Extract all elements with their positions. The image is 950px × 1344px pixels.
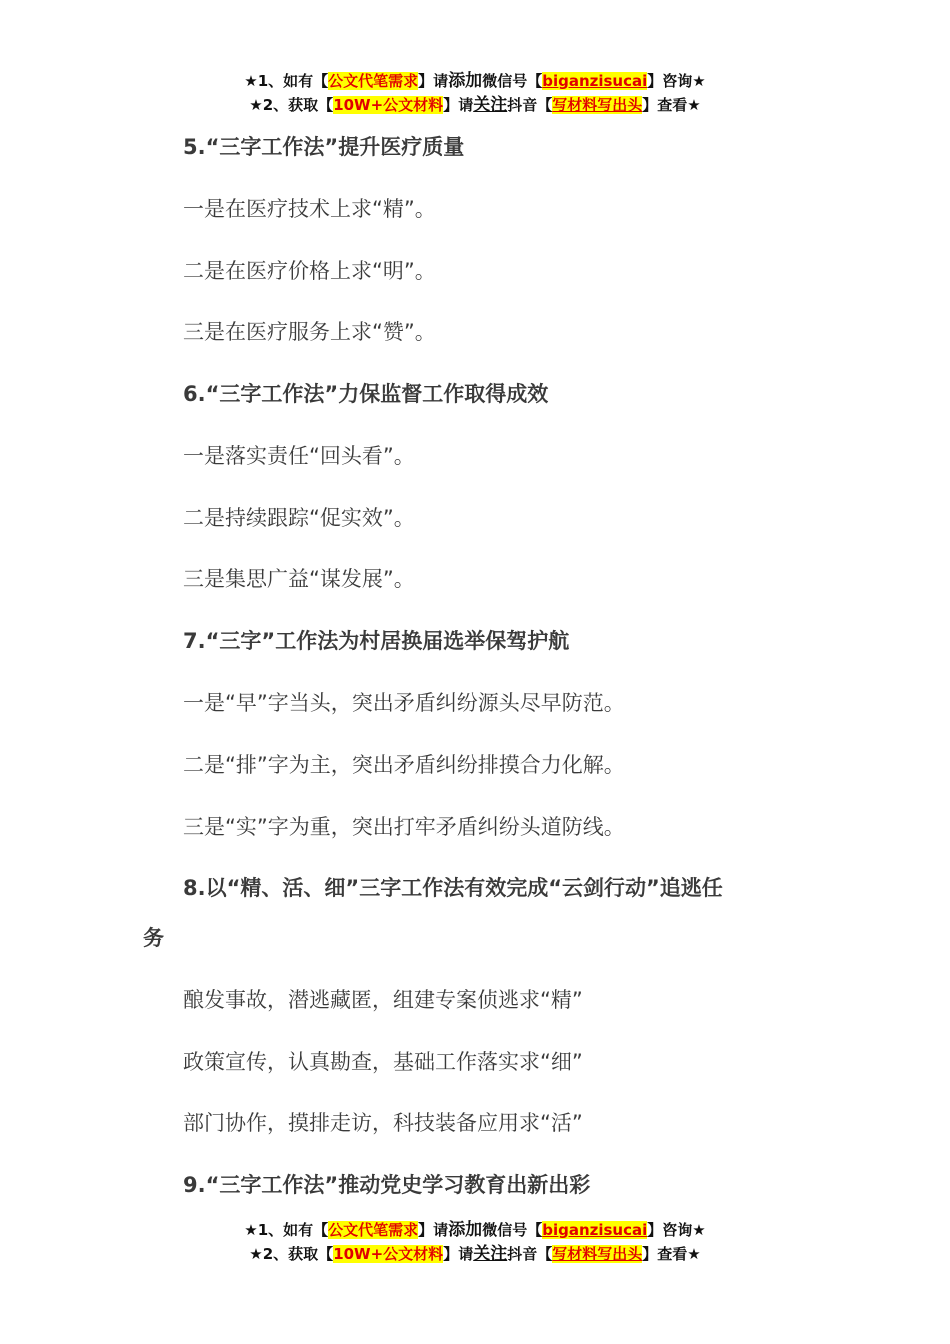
paragraph: 二是持续跟踪“促实效”。 xyxy=(183,506,415,530)
paragraph: 三是“实”字为重，突出打牢矛盾纠纷头道防线。 xyxy=(183,815,625,839)
paragraph: 一是落实责任“回头看”。 xyxy=(183,444,415,468)
paragraph: 二是“排”字为主，突出矛盾纠纷排摸合力化解。 xyxy=(183,753,625,777)
section-heading-9: 9.“三字工作法”推动党史学习教育出新出彩 xyxy=(183,1173,591,1197)
douyin-account: 写材料写出头 xyxy=(552,96,643,114)
paragraph: 政策宣传，认真勘查，基础工作落实求“细” xyxy=(183,1050,583,1074)
paragraph: 三是集思广益“谋发展”。 xyxy=(183,567,415,591)
top-ad-banner xyxy=(0,69,950,117)
banner-line-1: ★1、如有【公文代笔需求】请添加微信号【biganzisucai】咨询★ xyxy=(244,1220,706,1240)
paragraph: 二是在医疗价格上求“明”。 xyxy=(183,259,436,283)
materials-highlight: 10W+公文材料 xyxy=(333,1245,444,1263)
section-heading-8: 8.以“精、活、细”三字工作法有效完成“云剑行动”追逃任 xyxy=(183,876,723,900)
section-heading-8-wrap: 务 xyxy=(143,926,164,950)
banner-line-2: ★2、获取【10W+公文材料】请关注抖音【写材料写出头】查看★ xyxy=(249,95,701,115)
banner-line-2: ★2、获取【10W+公文材料】请关注抖音【写材料写出头】查看★ xyxy=(249,1244,701,1264)
paragraph: 一是在医疗技术上求“精”。 xyxy=(183,197,436,221)
materials-highlight: 10W+公文材料 xyxy=(333,96,444,114)
wechat-id: biganzisucai xyxy=(542,1221,648,1239)
paragraph: 酿发事故，潜逃藏匿，组建专案侦逃求“精” xyxy=(183,988,583,1012)
bottom-ad-banner xyxy=(0,1218,950,1266)
section-heading-5: 5.“三字工作法”提升医疗质量 xyxy=(183,135,465,159)
wechat-id: biganzisucai xyxy=(542,72,648,90)
section-heading-7: 7.“三字”工作法为村居换届选举保驾护航 xyxy=(183,629,570,653)
service-highlight: 公文代笔需求 xyxy=(328,1221,419,1239)
paragraph: 三是在医疗服务上求“赞”。 xyxy=(183,320,436,344)
paragraph: 一是“早”字当头，突出矛盾纠纷源头尽早防范。 xyxy=(183,691,625,715)
douyin-account: 写材料写出头 xyxy=(552,1245,643,1263)
paragraph: 部门协作，摸排走访，科技装备应用求“活” xyxy=(183,1111,583,1135)
service-highlight: 公文代笔需求 xyxy=(328,72,419,90)
section-heading-6: 6.“三字工作法”力保监督工作取得成效 xyxy=(183,382,549,406)
banner-line-1: ★1、如有【公文代笔需求】请添加微信号【biganzisucai】咨询★ xyxy=(244,71,706,91)
